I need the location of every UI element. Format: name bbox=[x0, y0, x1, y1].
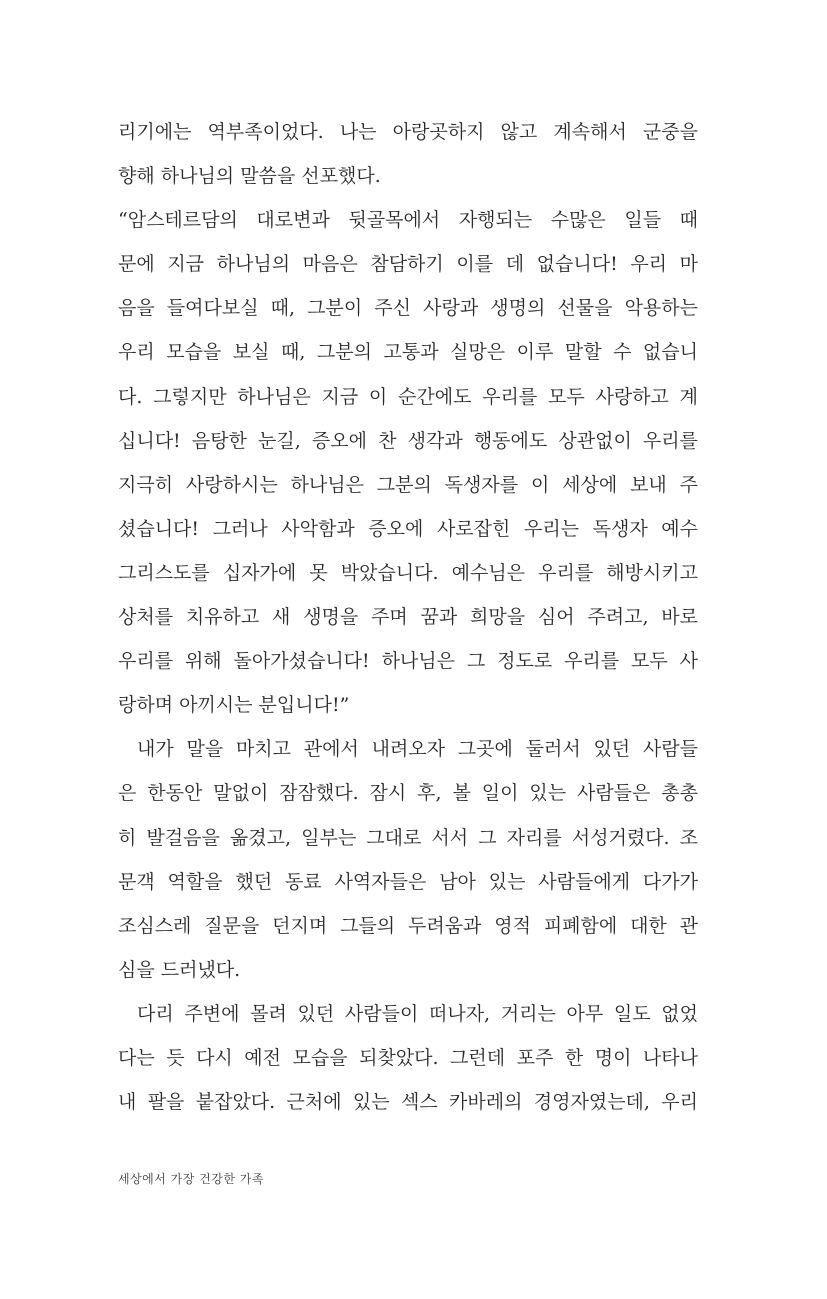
text-line: 다리 주변에 몰려 있던 사람들이 떠나자, 거리는 아무 일도 없었 bbox=[137, 1002, 698, 1025]
text-line: 우리 모습을 보실 때, 그분의 고통과 실망은 이루 말할 수 없습니 bbox=[118, 341, 698, 364]
text-line: 문에 지금 하나님의 마음은 참담하기 이를 데 없습니다! 우리 마 bbox=[118, 253, 698, 276]
running-footer-book-title: 세상에서 가장 건강한 가족 bbox=[118, 1172, 264, 1186]
text-line: 내 팔을 붙잡았다. 근처에 있는 섹스 카바레의 경영자였는데, 우리 bbox=[118, 1091, 698, 1114]
text-line: 그리스도를 십자가에 못 박았습니다. 예수님은 우리를 해방시키고 bbox=[118, 561, 698, 584]
text-line: 다는 듯 다시 예전 모습을 되찾았다. 그런데 포주 한 명이 나타나 bbox=[118, 1046, 698, 1069]
text-line: 히 발걸음을 옮겼고, 일부는 그대로 서서 그 자리를 서성거렸다. 조 bbox=[118, 826, 698, 849]
text-line: 음을 들여다보실 때, 그분이 주신 사랑과 생명의 선물을 악용하는 bbox=[118, 297, 698, 320]
text-line: 심을 드러냈다. bbox=[118, 958, 241, 981]
text-line: 상처를 치유하고 새 생명을 주며 꿈과 희망을 심어 주려고, 바로 bbox=[118, 606, 698, 629]
body-text bbox=[118, 110, 698, 1124]
text-line: 리기에는 역부족이었다. 나는 아랑곳하지 않고 계속해서 군중을 bbox=[118, 121, 698, 143]
text-line: 문객 역할을 했던 동료 사역자들은 남아 있는 사람들에게 다가가 bbox=[118, 870, 698, 893]
text-line: 향해 하나님의 말씀을 선포했다. bbox=[118, 165, 381, 188]
text-line: 우리를 위해 돌아가셨습니다! 하나님은 그 정도로 우리를 모두 사 bbox=[118, 650, 698, 673]
text-line: “암스테르담의 대로변과 뒷골목에서 자행되는 수많은 일들 때 bbox=[118, 209, 698, 232]
text-line: 다. 그렇지만 하나님은 지금 이 순간에도 우리를 모두 사랑하고 계 bbox=[118, 385, 698, 408]
text-line: 십니다! 음탕한 눈길, 증오에 찬 생각과 행동에도 상관없이 우리를 bbox=[118, 429, 698, 452]
text-line: 지극히 사랑하시는 하나님은 그분의 독생자를 이 세상에 보내 주 bbox=[118, 473, 698, 496]
text-line: 셨습니다! 그러나 사악함과 증오에 사로잡힌 우리는 독생자 예수 bbox=[118, 517, 698, 540]
text-line: 내가 말을 마치고 관에서 내려오자 그곳에 둘러서 있던 사람들 bbox=[137, 738, 698, 761]
text-line: 조심스레 질문을 던지며 그들의 두려움과 영적 피폐함에 대한 관 bbox=[118, 914, 698, 937]
text-line: 은 한동안 말없이 잠잠했다. 잠시 후, 볼 일이 있는 사람들은 총총 bbox=[118, 782, 698, 805]
text-line: 랑하며 아끼시는 분입니다!” bbox=[118, 694, 350, 717]
